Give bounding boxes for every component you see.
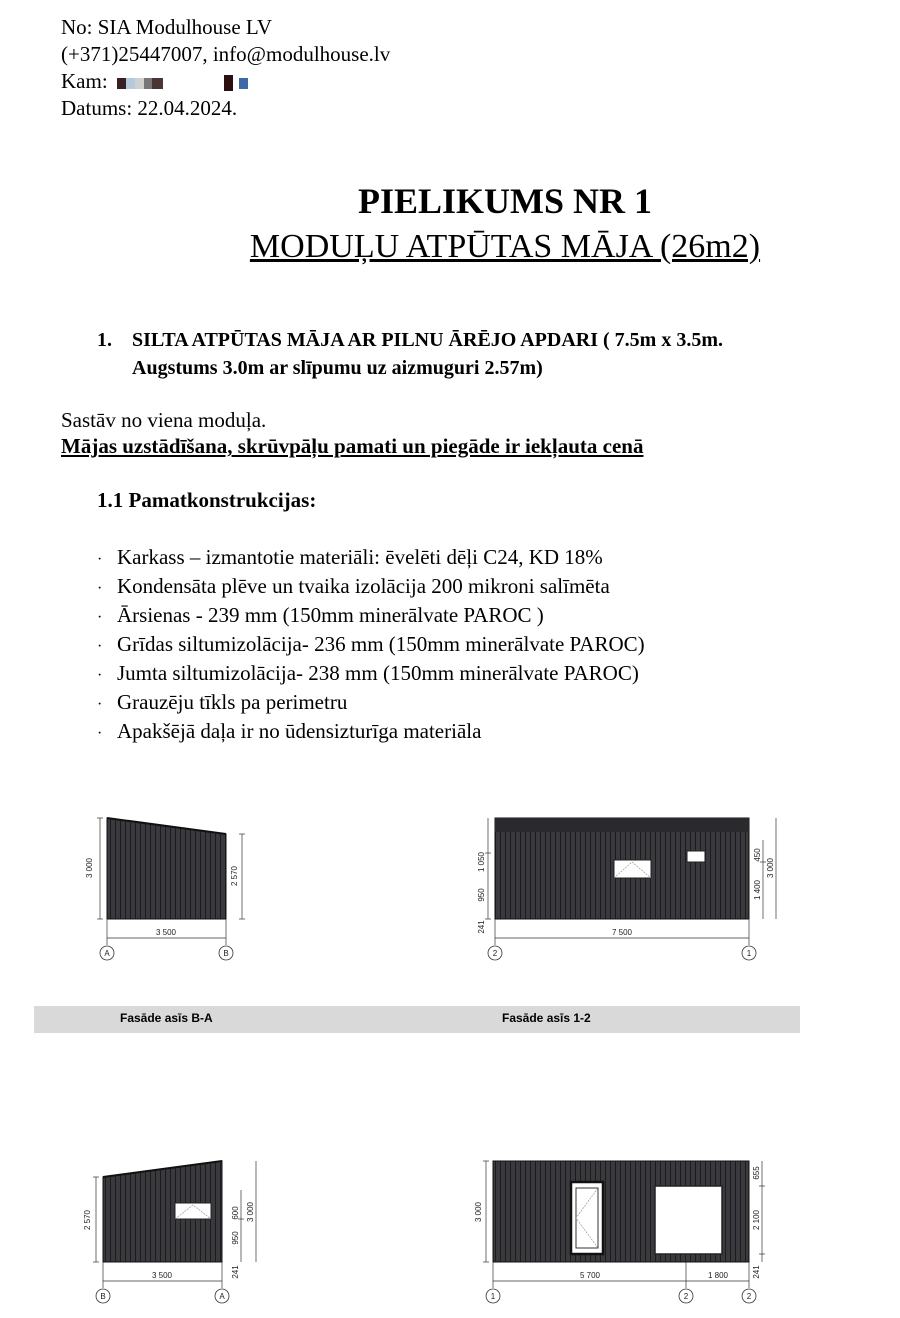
dim-label: 3 000 xyxy=(246,1201,255,1223)
recipient-label: Kam: xyxy=(61,69,108,93)
bullet: · xyxy=(97,580,103,597)
section-heading-line1: SILTA ATPŪTAS MĀJA AR PILNU ĀRĒJO APDARI ( 7.5m x 3.5m. xyxy=(132,329,723,351)
document-title: PIELIKUMS NR 1 xyxy=(357,181,653,221)
list-item: · Grīdas siltumizolācija- 236 mm (150mm minerālvate PAROC) xyxy=(97,631,645,660)
facade-bottom-right xyxy=(474,1161,765,1303)
axis-marker: B xyxy=(223,949,229,958)
dim-label: 241 xyxy=(231,1265,240,1279)
dim-label: 655 xyxy=(752,1166,761,1180)
facade-top-left xyxy=(85,818,245,960)
dim-label: 3 000 xyxy=(474,1201,483,1223)
date-line: Datums: 22.04.2024. xyxy=(61,96,238,120)
facade-top-right xyxy=(477,818,776,960)
list-item: · Ārsienas - 239 mm (150mm minerālvate PAROC ) xyxy=(97,602,645,631)
dim-label: 3 000 xyxy=(766,857,775,879)
axis-marker: B xyxy=(100,1292,106,1301)
dim-label: 3 000 xyxy=(85,857,94,879)
dim-label: 450 xyxy=(753,848,762,862)
section-heading-line2: Augstums 3.0m ar slīpumu uz aizmuguri 2.57m) xyxy=(132,357,543,379)
dim-label: 3 500 xyxy=(151,1271,173,1280)
dim-label: 2 570 xyxy=(230,865,239,887)
bullet: · xyxy=(97,696,103,713)
dim-label: 3 500 xyxy=(155,928,177,937)
axis-marker: 1 xyxy=(490,1292,496,1301)
bullet: · xyxy=(97,638,103,655)
dim-label: 1 800 xyxy=(707,1271,729,1280)
axis-marker: A xyxy=(219,1292,225,1301)
list-item: · Karkass – izmantotie materiāli: ēvelēti dēļi C24, KD 18% xyxy=(97,544,645,573)
composition-text: Sastāv no viena moduļa. xyxy=(61,408,267,432)
axis-marker: 2 xyxy=(746,1292,752,1301)
dim-label: 5 700 xyxy=(579,1271,601,1280)
facade-bottom-left xyxy=(83,1161,256,1303)
dim-label: 600 xyxy=(231,1206,240,1220)
included-note: Mājas uzstādīšana, skrūvpāļu pamati un piegāde ir iekļauta cenā xyxy=(61,434,644,458)
axis-marker: A xyxy=(104,949,110,958)
dim-label: 1 400 xyxy=(753,879,762,901)
axis-marker: 2 xyxy=(683,1292,689,1301)
bullet: · xyxy=(97,725,103,742)
document-subtitle: MODUĻU ATPŪTAS MĀJA (26m2) xyxy=(249,228,761,265)
bullet: · xyxy=(97,667,103,684)
subsection-title: 1.1 Pamatkonstrukcijas: xyxy=(97,488,317,512)
section-number: 1. xyxy=(97,329,112,351)
dim-label: 950 xyxy=(231,1231,240,1245)
dim-label: 7 500 xyxy=(611,928,633,937)
caption-facade-12: Fasāde asīs 1-2 xyxy=(502,1011,591,1025)
bullet: · xyxy=(97,609,103,626)
dim-label: 241 xyxy=(752,1265,761,1279)
dim-label: 2 100 xyxy=(752,1209,761,1231)
contact-line: (+371)25447007, info@modulhouse.lv xyxy=(61,42,391,66)
dim-label: 1 050 xyxy=(477,851,486,873)
caption-facade-ba: Fasāde asīs B-A xyxy=(120,1011,213,1025)
axis-marker: 1 xyxy=(746,949,752,958)
list-item: · Jumta siltumizolācija- 238 mm (150mm minerālvate PAROC) xyxy=(97,660,645,689)
dim-label: 2 570 xyxy=(83,1209,92,1231)
dim-label: 241 xyxy=(477,920,486,934)
list-item: · Apakšējā daļa ir no ūdensizturīga materiāla xyxy=(97,718,645,747)
list-item: · Kondensāta plēve un tvaika izolācija 200 mikroni salīmēta xyxy=(97,573,645,602)
list-item: · Grauzēju tīkls pa perimetru xyxy=(97,689,645,718)
bullet: · xyxy=(97,551,103,568)
sender-line: No: SIA Modulhouse LV xyxy=(61,15,272,39)
dim-label: 950 xyxy=(477,888,486,902)
axis-marker: 2 xyxy=(492,949,498,958)
